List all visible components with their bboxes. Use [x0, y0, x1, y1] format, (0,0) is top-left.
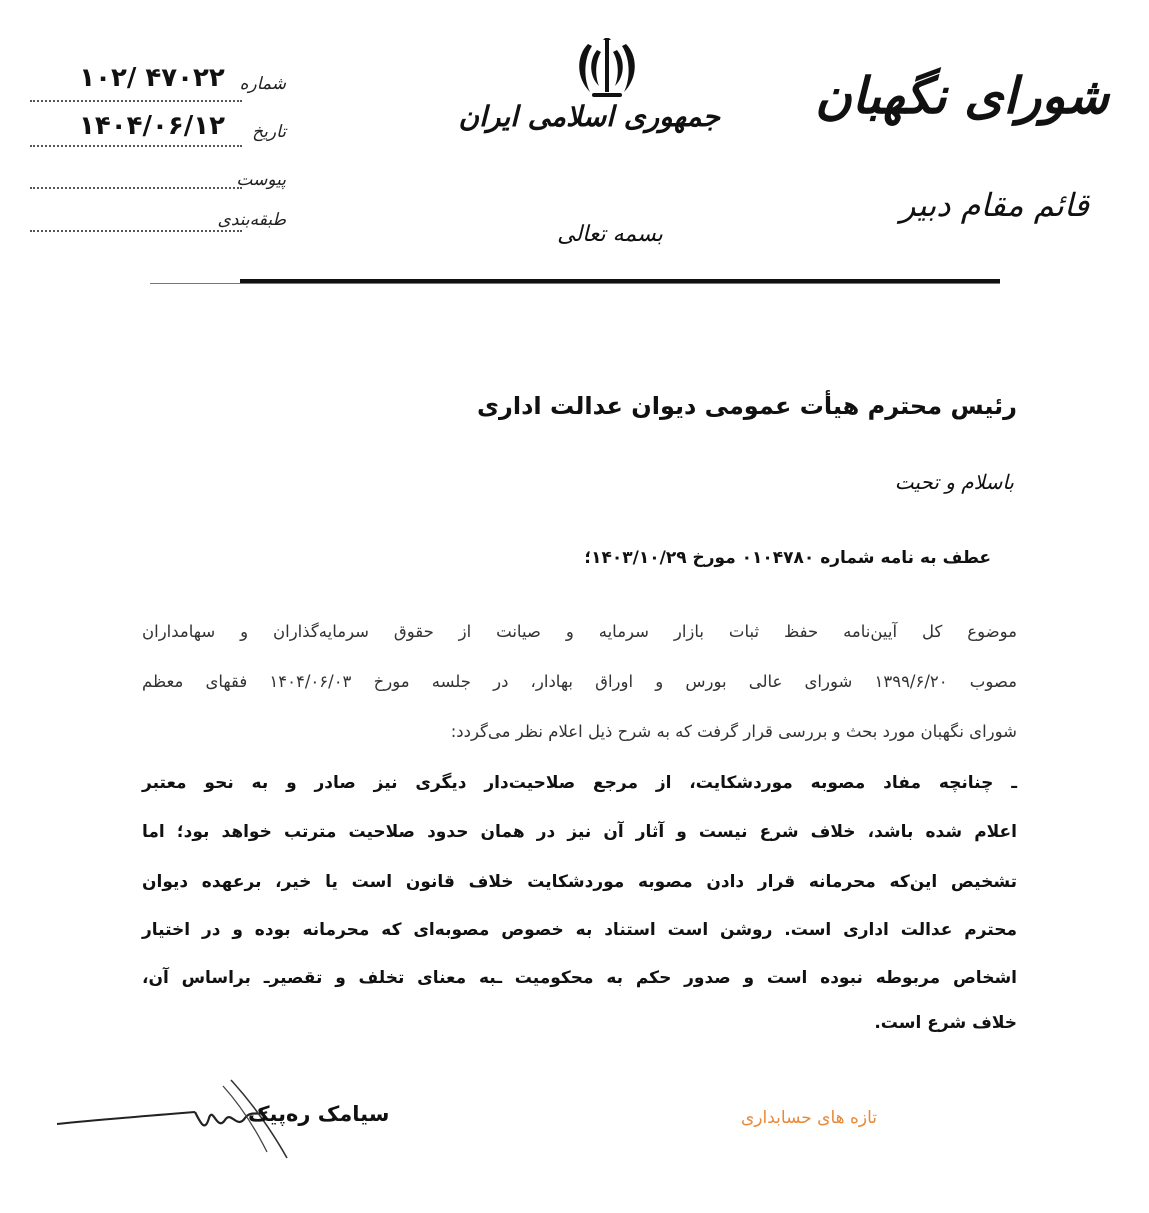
republic-name: جمهوری اسلامی ایران — [458, 100, 720, 133]
signer-name: سیامک ره‌پیک — [248, 1102, 390, 1126]
deputy-title: قائم مقام دبیر — [900, 186, 1089, 224]
header-separator-thin — [150, 283, 1000, 284]
letter-date: ۱۴۰۴/۰۶/۱۲ — [79, 111, 225, 141]
paragraph-2-line-2: اعلام شده باشد، خلاف شرع نیست و آثار آن نیز در همان حدود صلاحیت مترتب خواهد بود؛ اما — [142, 822, 1017, 842]
paragraph-1-line-1: موضوع کل آیین‌نامه حفظ ثبات بازار سرمایه و صیانت از حقوق سرمایه‌گذاران و سهامداران — [142, 622, 1017, 641]
greeting: باسلام و تحیت — [894, 470, 1014, 494]
watermark-text: تازه های حسابداری — [741, 1108, 878, 1128]
letter-number: ۱۰۲/ ۴۷۰۲۲ — [79, 63, 225, 93]
basmala: بسمه تعالی — [557, 222, 663, 247]
classification-dotted-line — [30, 230, 242, 232]
paragraph-2-line-3: تشخیص این‌که محرمانه قرار دادن مصوبه موردشکایت خلاف قانون است یا خیر، برعهده دیوان — [142, 872, 1017, 892]
iran-emblem-icon — [574, 38, 640, 100]
paragraph-1-line-2: مصوب ۱۳۹۹/۶/۲۰ شورای عالی بورس و اوراق بهادار، در جلسه مورخ ۱۴۰۴/۰۶/۰۳ فقهای معظم — [142, 672, 1017, 691]
paragraph-2-line-1: ـ چنانچه مفاد مصوبه موردشکایت، از مرجع صلاحیت‌دار دیگری نیز صادر و به نحو معتبر — [142, 773, 1017, 793]
date-label: تاریخ — [252, 122, 286, 142]
number-dotted-line — [30, 100, 242, 102]
reference-line: عطف به نامه شماره ۰۱۰۴۷۸۰ مورخ ۱۴۰۳/۱۰/۲۹؛ — [584, 548, 991, 568]
classification-label: طبقه‌بندی — [217, 210, 286, 230]
number-label: شماره — [239, 74, 286, 94]
council-name: شورای نگهبان — [815, 66, 1109, 125]
paragraph-2-line-4: محترم عدالت اداری است. روشن است استناد به خصوص مصوبه‌ای که محرمانه بوده و در اختیار — [142, 920, 1017, 940]
attachment-dotted-line — [30, 187, 242, 189]
paragraph-1-line-3: شورای نگهبان مورد بحث و بررسی قرار گرفت که به شرح ذیل اعلام نظر می‌گردد: — [450, 722, 1017, 741]
paragraph-2-line-6: خلاف شرع است. — [874, 1013, 1017, 1033]
header-separator-thick — [240, 279, 1000, 283]
attachment-label: پیوست — [236, 170, 286, 190]
date-dotted-line — [30, 145, 242, 147]
paragraph-2-line-5: اشخاص مربوطه نبوده است و صدور حکم به محکومیت ـبه معنای تخلف و تقصیرـ براساس آن، — [142, 968, 1017, 988]
recipient-title: رئیس محترم هیأت عمومی دیوان عدالت اداری — [477, 392, 1017, 420]
